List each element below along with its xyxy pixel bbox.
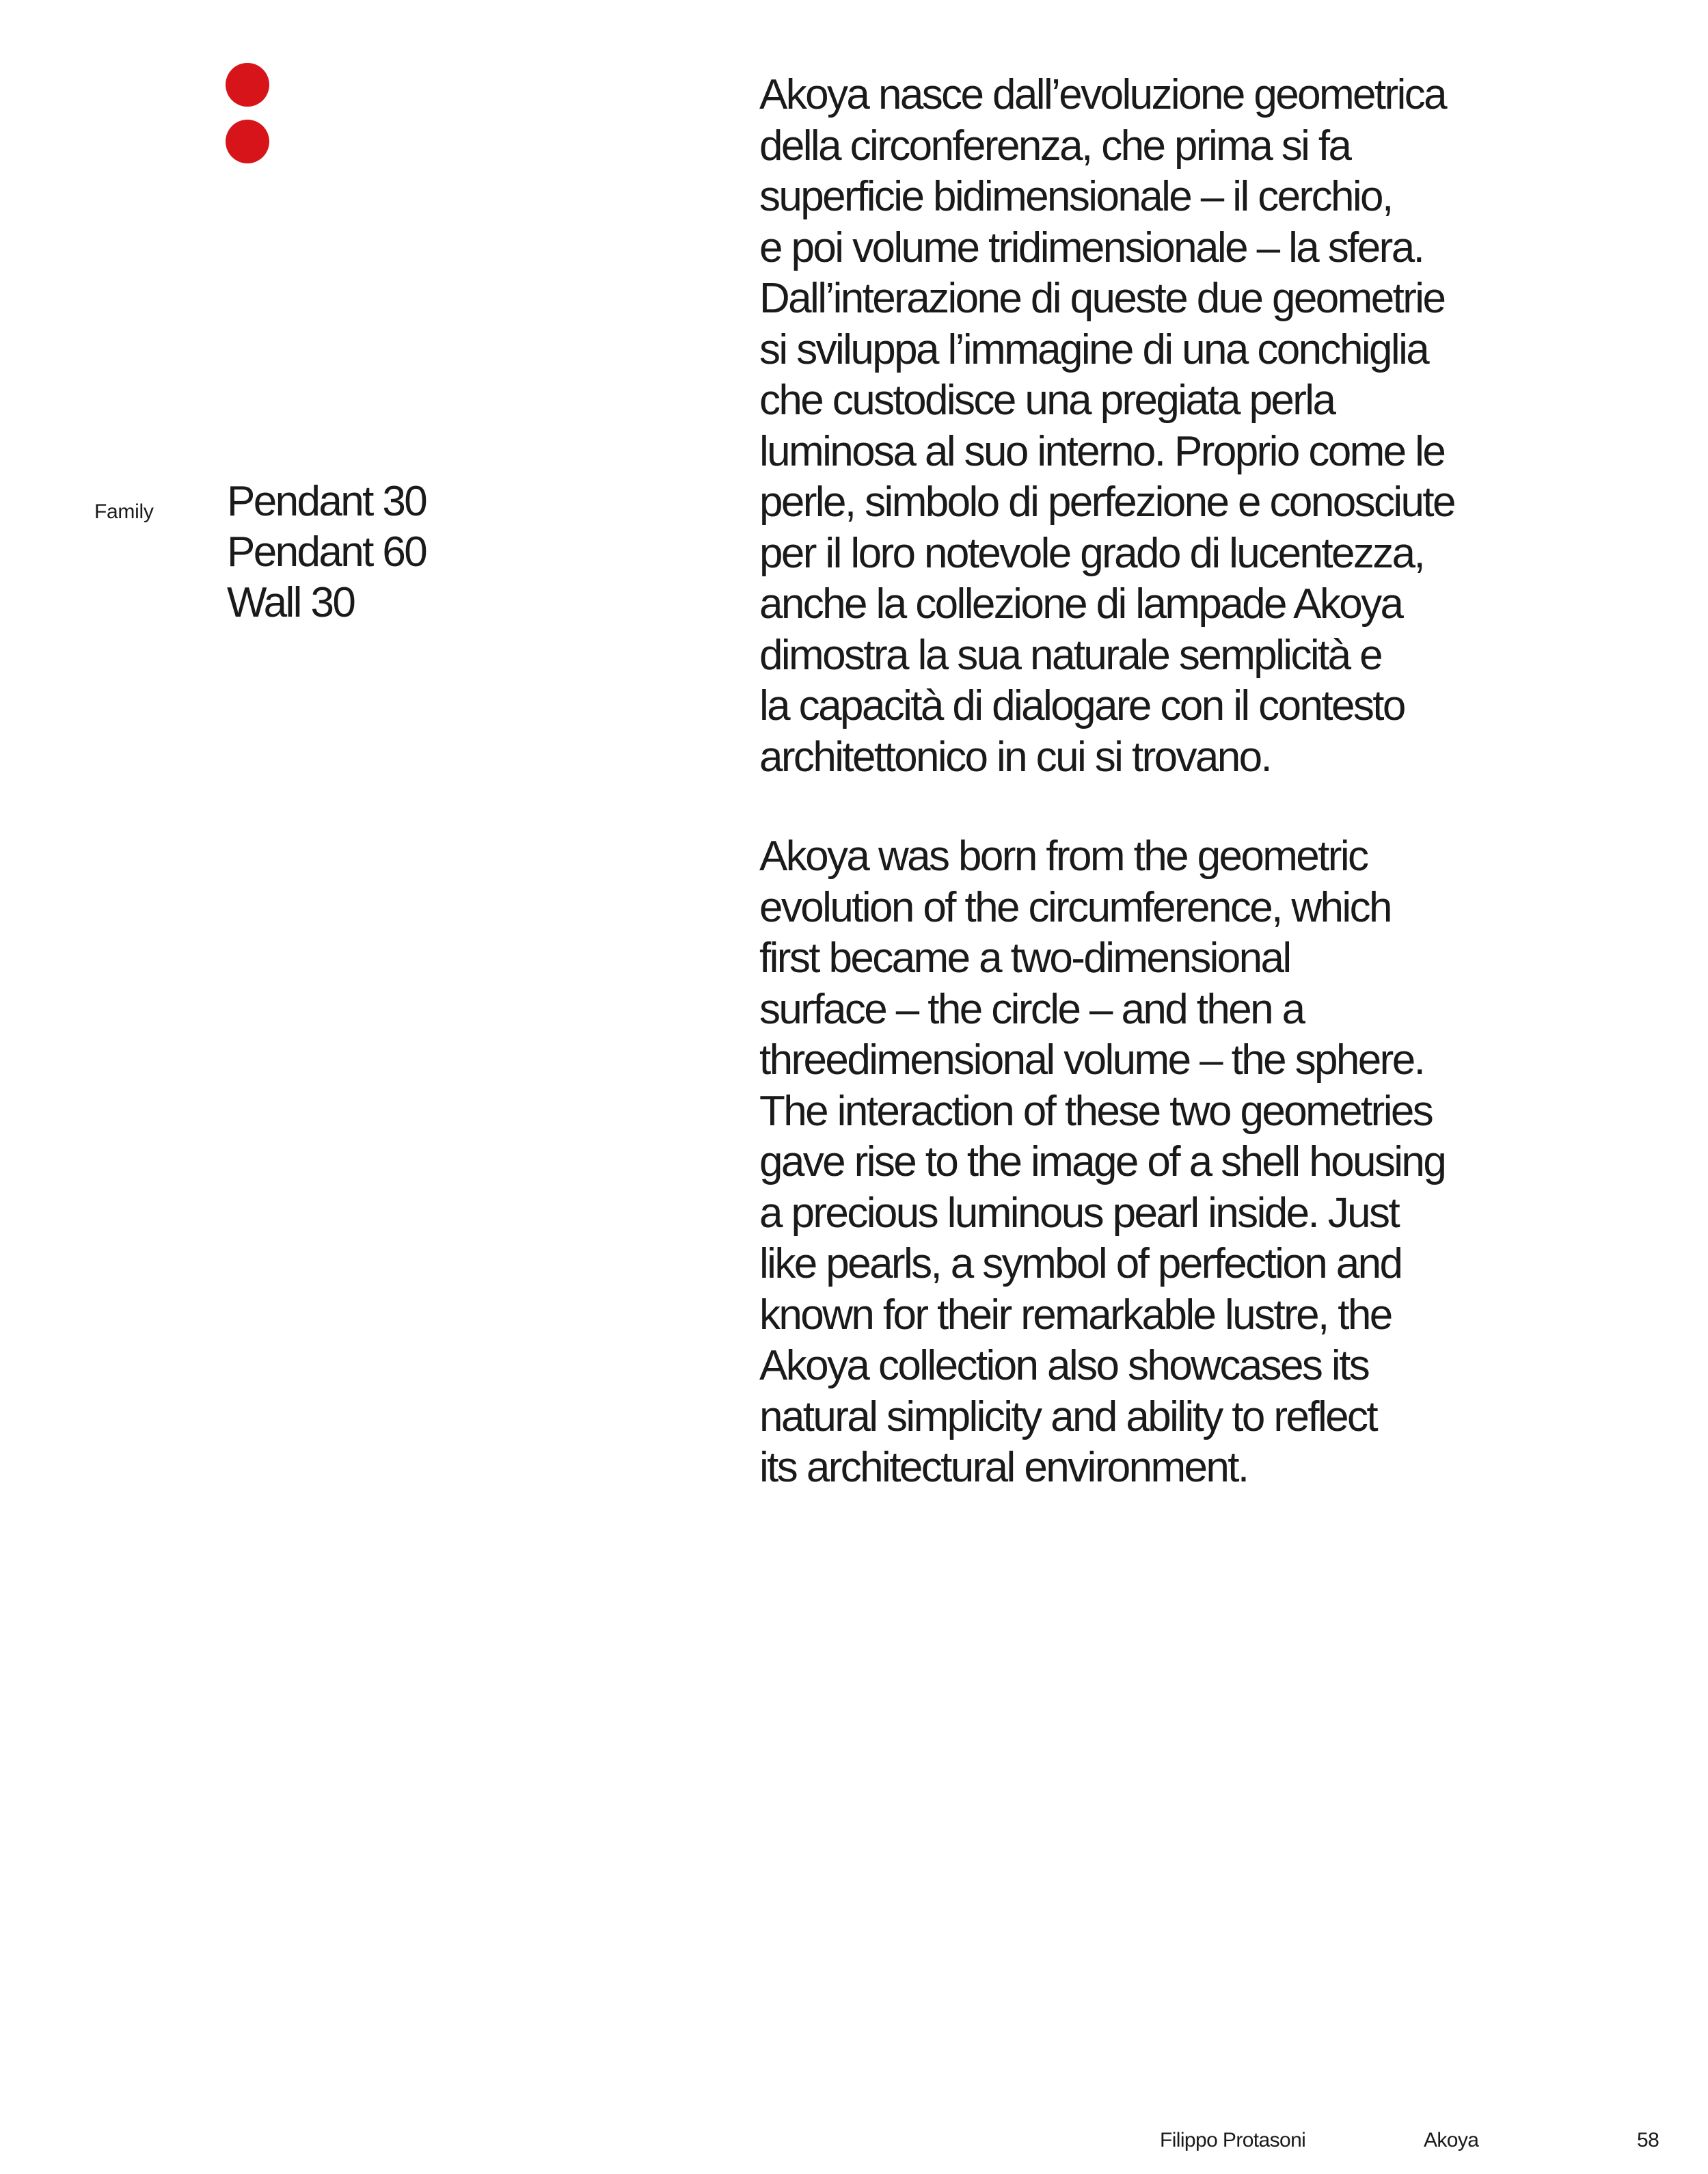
text-line: dimostra la sua naturale semplicità e — [759, 631, 1382, 679]
text-line: della circonferenza, che prima si fa — [759, 122, 1351, 170]
text-line: Akoya collection also showcases its — [759, 1342, 1369, 1389]
text-line: luminosa al suo interno. Proprio come le — [759, 427, 1445, 475]
text-line: superficie bidimensionale – il cerchio, — [759, 173, 1392, 220]
text-line: perle, simbolo di perfezione e conosciute — [759, 479, 1454, 526]
text-line: gave rise to the image of a shell housing — [759, 1138, 1446, 1185]
text-line: per il loro notevole grado di lucentezza, — [759, 529, 1424, 577]
text-line: known for their remarkable lustre, the — [759, 1291, 1392, 1339]
text-line: like pearls, a symbol of perfection and — [759, 1240, 1402, 1287]
text-line: e poi volume tridimensionale – la sfera. — [759, 224, 1424, 271]
description-english — [759, 831, 1648, 1494]
text-line: Akoya was born from the geometric — [759, 833, 1368, 880]
footer-title: Akoya — [1424, 2129, 1479, 2151]
family-item-pendant-60: Pendant 60 — [227, 528, 426, 576]
text-line: a precious luminous pearl inside. Just — [759, 1189, 1399, 1237]
text-line: its architectural environment. — [759, 1444, 1248, 1491]
text-line: evolution of the circumference, which — [759, 883, 1391, 931]
text-line: la capacità di dialogare con il contesto — [759, 682, 1405, 729]
text-line: natural simplicity and ability to reflect — [759, 1393, 1377, 1440]
red-dot-icon-top — [226, 63, 269, 107]
family-item-wall-30: Wall 30 — [227, 579, 355, 626]
text-line: Dall’interazione di queste due geometrie — [759, 275, 1445, 322]
text-line: Akoya nasce dall’evoluzione geometrica — [759, 71, 1446, 118]
page-number: 58 — [1637, 2129, 1659, 2151]
family-list — [227, 477, 426, 628]
text-line: surface – the circle – and then a — [759, 985, 1304, 1033]
text-line: architettonico in cui si trovano. — [759, 733, 1271, 781]
text-line: si sviluppa l’immagine di una conchiglia — [759, 325, 1428, 373]
text-line: first became a two-dimensional — [759, 935, 1290, 982]
footer-author: Filippo Protasoni — [1160, 2129, 1306, 2151]
text-line: che custodisce una pregiata perla — [759, 377, 1335, 424]
red-dot-icon-bottom — [226, 120, 269, 163]
family-label: Family — [94, 500, 154, 523]
family-item-pendant-30: Pendant 30 — [227, 478, 426, 525]
text-line: The interaction of these two geometries — [759, 1087, 1433, 1135]
text-line: threedimensional volume – the sphere. — [759, 1036, 1424, 1084]
description-italian — [759, 70, 1648, 783]
text-line: anche la collezione di lampade Akoya — [759, 580, 1402, 628]
